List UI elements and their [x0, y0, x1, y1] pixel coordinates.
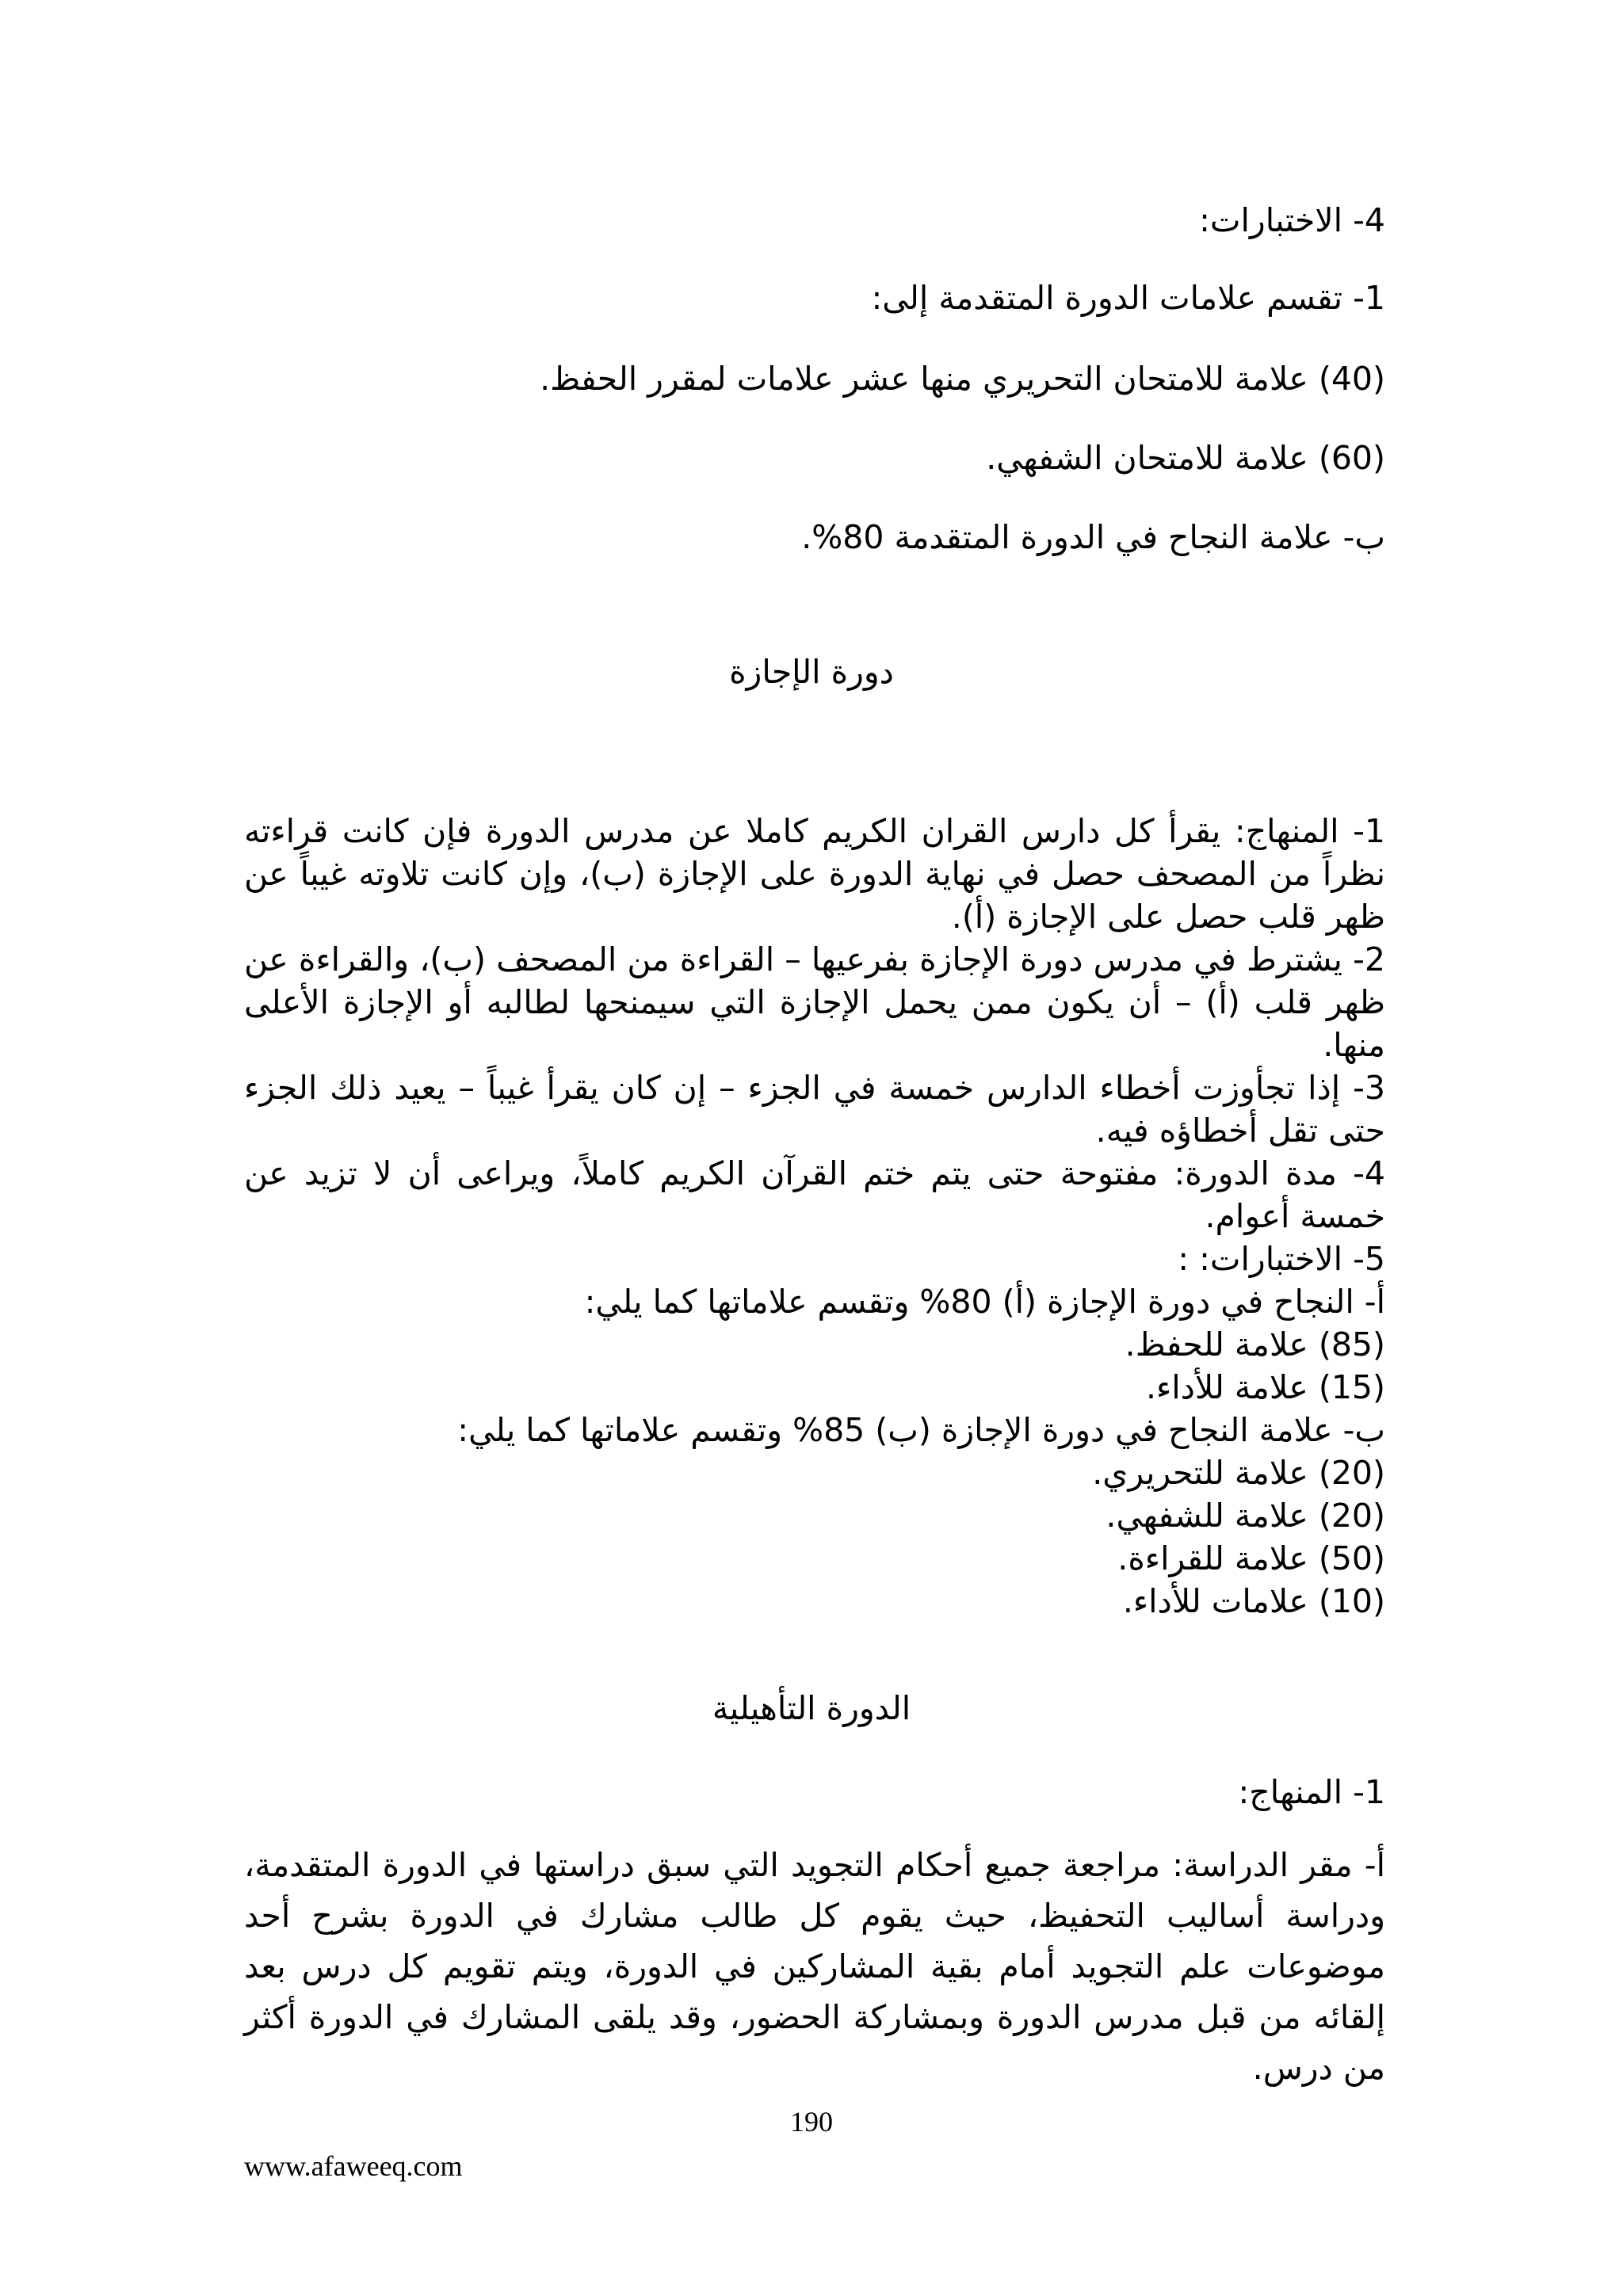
ijaza-exams-a-1: (85) علامة للحفظ.	[1125, 1325, 1385, 1363]
ijaza-paragraph-3: 3- إذا تجأوزت أخطاء الدارس خمسة في الجزء – إن كان يقرأ غيباً – يعيد ذلك الجزء حتى تقل أخطاؤه فيه.	[244, 1069, 1385, 1150]
qualifying-body	[244, 1840, 1385, 2093]
ijaza-exams-title: 5- الاختبارات: :	[1178, 1240, 1385, 1278]
ijaza-exams-b: ب- علامة النجاح في دورة الإجازة (ب) 85% وتقسم علاماتها كما يلي:	[457, 1411, 1385, 1449]
ijaza-paragraph-2: 2- يشترط في مدرس دورة الإجازة بفرعيها – القراءة من المصحف (ب)، والقراءة عن ظهر قلب (أ) – أن يكون ممن يحمل الإجازة التي سيمنحها لطالبه أو الإجازة الأعلى منها.	[244, 940, 1385, 1064]
exams-title: 4- الاختبارات:	[1199, 201, 1385, 239]
exams-line-c: ب- علامة النجاح في الدورة المتقدمة 80%.	[801, 518, 1385, 556]
ijaza-exams-a-2: (15) علامة للأداء.	[1145, 1368, 1385, 1406]
ijaza-exams-b-2: (20) علامة للشفهي.	[1106, 1497, 1385, 1535]
ijaza-paragraph-1: 1- المنهاج: يقرأ كل دارس القران الكريم كاملا عن مدرس الدورة فإن كانت قراءته نظراً من المصحف حصل في نهاية الدورة على الإجازة (ب)، وإن كانت تلاوته غيباً عن ظهر قلب حصل على الإجازة (أ).	[244, 812, 1385, 936]
exams-line-b: (60) علامة للامتحان الشفهي.	[986, 439, 1385, 477]
qualifying-paragraph: أ- مقر الدراسة: مراجعة جميع أحكام التجويد التي سبق دراستها في الدورة المتقدمة، ودراسة أساليب التحفيظ، حيث يقوم كل طالب مشارك في الدورة بشرح أحد موضوعات علم التجويد أمام بقية المشاركين في الدورة، ويتم تقويم كل درس بعد إلقائه من قبل مدرس الدورة وبمشاركة الحضور، وقد يلقى المشارك في الدورة أكثر من درس.	[244, 1846, 1385, 2087]
footer-url: www.afaweeq.com	[244, 2150, 463, 2182]
ijaza-paragraph-4: 4- مدة الدورة: مفتوحة حتى يتم ختم القرآن الكريم كاملاً، ويراعى أن لا تزيد عن خمسة أعوام.	[244, 1154, 1385, 1235]
ijaza-heading: دورة الإجازة	[729, 653, 894, 691]
qualifying-heading: الدورة التأهيلية	[712, 1689, 911, 1727]
ijaza-body	[244, 810, 1385, 1623]
ijaza-exams-b-1: (20) علامة للتحريري.	[1092, 1454, 1385, 1492]
qualifying-item-1: 1- المنهاج:	[1238, 1773, 1385, 1811]
exams-line-a: (40) علامة للامتحان التحريري منها عشر علامات لمقرر الحفظ.	[540, 360, 1385, 398]
ijaza-exams-b-3: (50) علامة للقراءة.	[1117, 1539, 1385, 1577]
exams-item-1: 1- تقسم علامات الدورة المتقدمة إلى:	[871, 279, 1385, 317]
ijaza-exams-b-4: (10) علامات للأداء.	[1122, 1582, 1385, 1620]
ijaza-exams-a: أ- النجاح في دورة الإجازة (أ) 80% وتقسم علاماتها كما يلي:	[584, 1283, 1385, 1321]
page-number: 190	[790, 2106, 833, 2138]
